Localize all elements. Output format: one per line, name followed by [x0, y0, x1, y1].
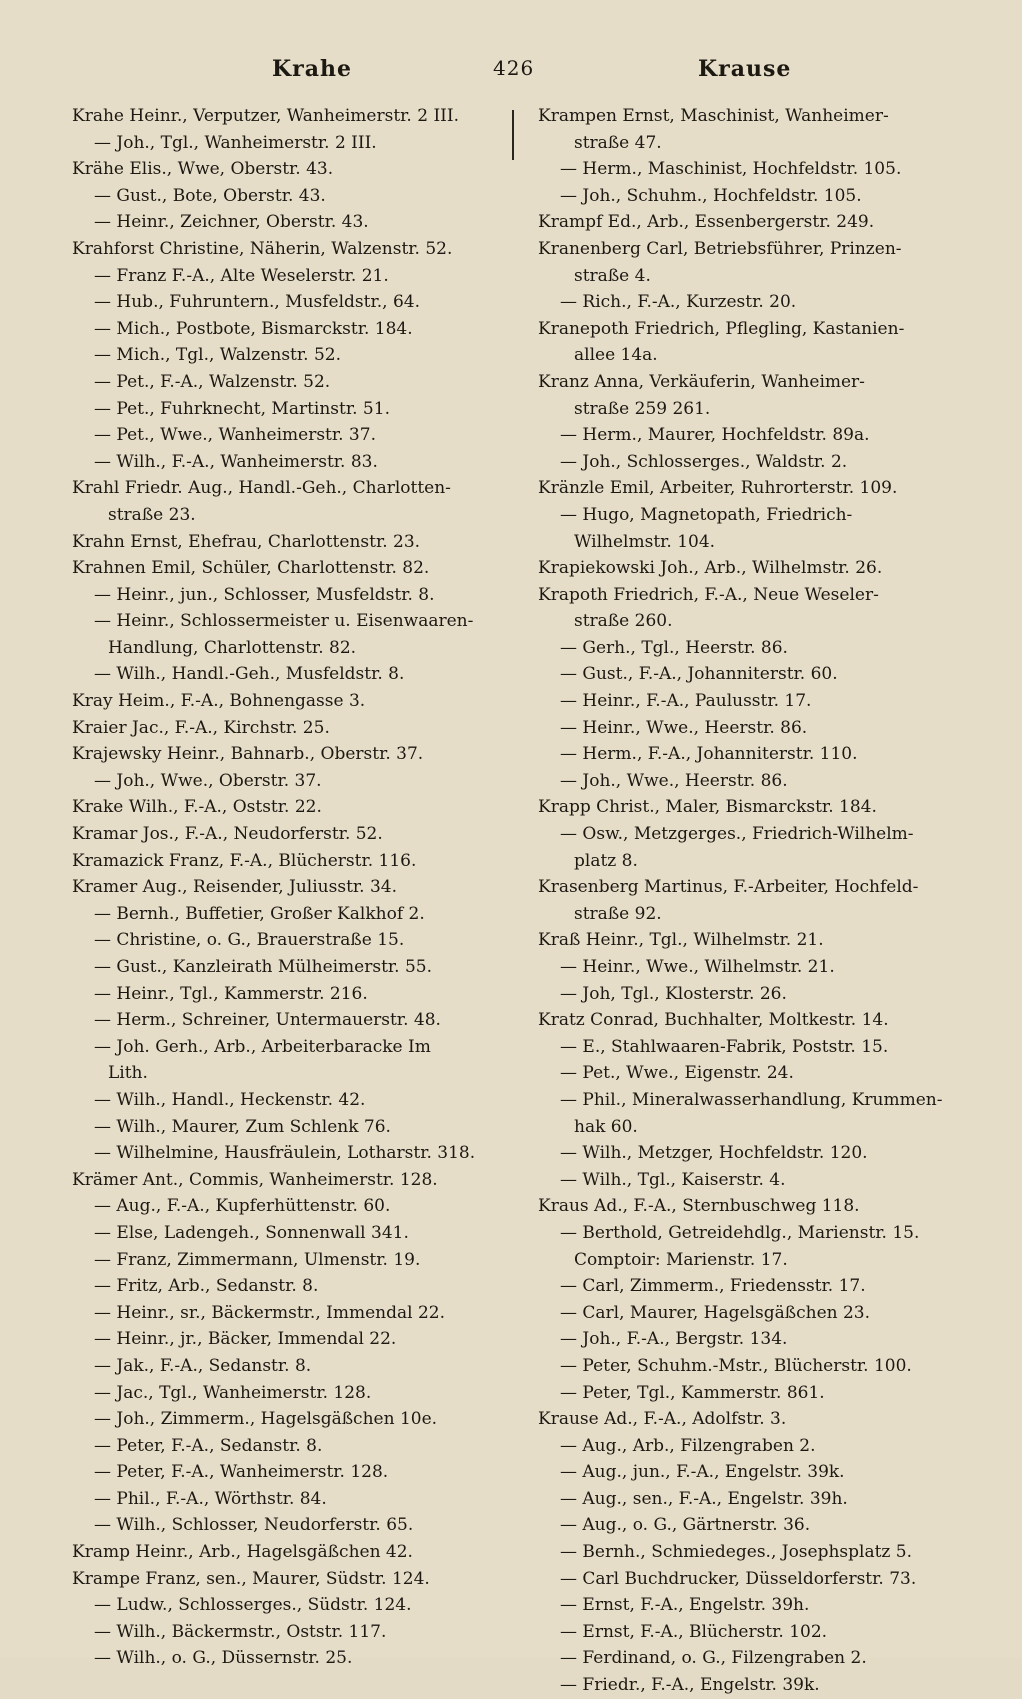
- directory-entry: Krause Ad., F.-A., Adolfstr. 3.: [538, 1409, 787, 1430]
- directory-subentry: — Wilh., Metzger, Hochfeldstr. 120.: [538, 1140, 976, 1167]
- directory-subentry: — Hub., Fuhruntern., Musfeldstr., 64.: [72, 289, 510, 316]
- directory-subentry: — Heinr., Tgl., Kammerstr. 216.: [72, 981, 510, 1008]
- directory-entry: Kranenberg Carl, Betriebsführer, Prinzen-: [538, 238, 902, 259]
- directory-entry: Krake Wilh., F.-A., Oststr. 22.: [72, 797, 322, 818]
- directory-entry-continuation: hak 60.: [574, 1116, 638, 1137]
- directory-entry: Krahl Friedr. Aug., Handl.-Geh., Charlotten-: [72, 478, 451, 499]
- directory-entry: Kratz Conrad, Buchhalter, Moltkestr. 14.: [538, 1010, 889, 1031]
- directory-subentry: — Carl, Maurer, Hagelsgäßchen 23.: [538, 1300, 976, 1327]
- directory-subentry: — Pet., F.-A., Walzenstr. 52.: [72, 369, 510, 396]
- directory-subentry: — Franz, Zimmermann, Ulmenstr. 19.: [72, 1247, 510, 1274]
- directory-subentry: — Carl Buchdrucker, Düsseldorferstr. 73.: [538, 1566, 976, 1593]
- directory-entry: Krajewsky Heinr., Bahnarb., Oberstr. 37.: [72, 744, 424, 765]
- directory-entry: Krapiekowski Joh., Arb., Wilhelmstr. 26.: [538, 558, 883, 579]
- directory-subentry: — Ernst, F.-A., Blücherstr. 102.: [538, 1619, 976, 1646]
- directory-subentry: — Jac., Tgl., Wanheimerstr. 128.: [72, 1380, 510, 1407]
- directory-subentry: — Wilh., Bäckermstr., Oststr. 117.: [72, 1619, 510, 1646]
- directory-subentry: — Gerh., Tgl., Heerstr. 86.: [538, 635, 976, 662]
- directory-entry-continuation: Lith.: [108, 1063, 148, 1084]
- directory-subentry: — Mich., Tgl., Walzenstr. 52.: [72, 342, 510, 369]
- directory-entry: Krampen Ernst, Maschinist, Wanheimer-: [538, 106, 889, 126]
- directory-entry-continuation: straße 23.: [108, 504, 196, 525]
- directory-entry: Krähe Elis., Wwe, Oberstr. 43.: [72, 159, 334, 180]
- directory-subentry: — Rich., F.-A., Kurzestr. 20.: [538, 289, 976, 316]
- directory-subentry: — Joh, Tgl., Klosterstr. 26.: [538, 981, 976, 1008]
- directory-entry: Krahn Ernst, Ehefrau, Charlottenstr. 23.: [72, 531, 421, 552]
- directory-subentry: — Herm., Maschinist, Hochfeldstr. 105.: [538, 156, 976, 183]
- directory-subentry: — Herm., F.-A., Johanniterstr. 110.: [538, 741, 976, 768]
- directory-subentry: — Heinr., Zeichner, Oberstr. 43.: [72, 209, 510, 236]
- directory-entry: Krämer Ant., Commis, Wanheimerstr. 128.: [72, 1169, 438, 1190]
- directory-subentry: — Ferdinand, o. G., Filzengraben 2.: [538, 1645, 976, 1672]
- directory-entry-continuation: Wilhelmstr. 104.: [574, 531, 716, 552]
- directory-entry: Kraß Heinr., Tgl., Wilhelmstr. 21.: [538, 930, 824, 951]
- directory-entry-continuation: straße 259 261.: [574, 398, 711, 419]
- right-column: [538, 103, 976, 1699]
- directory-entry: Kraus Ad., F.-A., Sternbuschweg 118.: [538, 1196, 860, 1217]
- directory-entry: Kramazick Franz, F.-A., Blücherstr. 116.: [72, 850, 417, 871]
- directory-subentry: — Ludw., Schlosserges., Südstr. 124.: [72, 1592, 510, 1619]
- directory-subentry: — Peter, F.-A., Wanheimerstr. 128.: [72, 1459, 510, 1486]
- directory-subentry: — Aug., sen., F.-A., Engelstr. 39h.: [538, 1486, 976, 1513]
- directory-entry: Krampf Ed., Arb., Essenbergerstr. 249.: [538, 212, 875, 233]
- directory-subentry: — E., Stahlwaaren-Fabrik, Poststr. 15.: [538, 1034, 976, 1061]
- directory-subentry: — Heinr., F.-A., Paulusstr. 17.: [538, 688, 976, 715]
- directory-entry: Kramp Heinr., Arb., Hagelsgäßchen 42.: [72, 1542, 413, 1563]
- directory-entry: Kranepoth Friedrich, Pflegling, Kastanien-: [538, 318, 905, 339]
- directory-subentry: — Phil., F.-A., Wörthstr. 84.: [72, 1486, 510, 1513]
- directory-subentry: — Fritz, Arb., Sedanstr. 8.: [72, 1273, 510, 1300]
- directory-entry: Kramar Jos., F.-A., Neudorferstr. 52.: [72, 824, 383, 845]
- directory-subentry: — Joh., F.-A., Bergstr. 134.: [538, 1326, 976, 1353]
- directory-subentry: — Joh. Gerh., Arb., Arbeiterbaracke Im: [72, 1034, 510, 1061]
- directory-entry: Krapoth Friedrich, F.-A., Neue Weseler-: [538, 584, 879, 605]
- directory-entry: Krahe Heinr., Verputzer, Wanheimerstr. 2 III.: [72, 106, 459, 126]
- directory-entry-continuation: platz 8.: [574, 850, 638, 871]
- page-number: 426: [493, 56, 535, 80]
- directory-entry: Krampe Franz, sen., Maurer, Südstr. 124.: [72, 1568, 430, 1589]
- directory-subentry: — Gust., F.-A., Johanniterstr. 60.: [538, 661, 976, 688]
- directory-subentry: — Heinr., Wwe., Wilhelmstr. 21.: [538, 954, 976, 981]
- directory-entry-continuation: straße 4.: [574, 265, 651, 286]
- directory-subentry: — Aug., Arb., Filzengraben 2.: [538, 1433, 976, 1460]
- directory-subentry: — Joh., Tgl., Wanheimerstr. 2 III.: [72, 130, 510, 157]
- directory-subentry: — Wilh., F.-A., Wanheimerstr. 83.: [72, 449, 510, 476]
- directory-subentry: — Mich., Postbote, Bismarckstr. 184.: [72, 316, 510, 343]
- directory-subentry: — Else, Ladengeh., Sonnenwall 341.: [72, 1220, 510, 1247]
- directory-subentry: — Franz F.-A., Alte Weselerstr. 21.: [72, 263, 510, 290]
- directory-entry: Krahnen Emil, Schüler, Charlottenstr. 82.: [72, 558, 430, 579]
- directory-subentry: — Wilh., o. G., Düssernstr. 25.: [72, 1645, 510, 1672]
- directory-subentry: — Wilh., Schlosser, Neudorferstr. 65.: [72, 1512, 510, 1539]
- directory-subentry: — Phil., Mineralwasserhandlung, Krummen-: [538, 1087, 976, 1114]
- directory-subentry: — Carl, Zimmerm., Friedensstr. 17.: [538, 1273, 976, 1300]
- directory-entry-continuation: straße 260.: [574, 611, 673, 632]
- directory-subentry: — Joh., Wwe., Oberstr. 37.: [72, 768, 510, 795]
- directory-entry: Kraier Jac., F.-A., Kirchstr. 25.: [72, 717, 330, 738]
- directory-entry-continuation: straße 47.: [574, 132, 662, 153]
- running-head-left: Krahe: [272, 56, 352, 82]
- directory-subentry: — Pet., Wwe., Wanheimerstr. 37.: [72, 422, 510, 449]
- directory-entry-continuation: Comptoir: Marienstr. 17.: [574, 1249, 788, 1270]
- directory-subentry: — Joh., Zimmerm., Hagelsgäßchen 10e.: [72, 1406, 510, 1433]
- directory-subentry: — Heinr., Wwe., Heerstr. 86.: [538, 715, 976, 742]
- directory-subentry: — Joh., Schuhm., Hochfeldstr. 105.: [538, 183, 976, 210]
- directory-subentry: — Hugo, Magnetopath, Friedrich-: [538, 502, 976, 529]
- left-column: [72, 103, 510, 1672]
- directory-entry: Kray Heim., F.-A., Bohnengasse 3.: [72, 691, 366, 712]
- directory-entry: Krasenberg Martinus, F.-Arbeiter, Hochfeld-: [538, 877, 919, 898]
- directory-subentry: — Herm., Maurer, Hochfeldstr. 89a.: [538, 422, 976, 449]
- column-divider: [512, 110, 514, 160]
- directory-entry: Kranz Anna, Verkäuferin, Wanheimer-: [538, 371, 865, 392]
- directory-subentry: — Pet., Fuhrknecht, Martinstr. 51.: [72, 396, 510, 423]
- directory-entry-continuation: allee 14a.: [574, 345, 658, 366]
- directory-subentry: — Berthold, Getreidehdlg., Marienstr. 15.: [538, 1220, 976, 1247]
- directory-subentry: — Peter, Schuhm.-Mstr., Blücherstr. 100.: [538, 1353, 976, 1380]
- directory-subentry: — Peter, F.-A., Sedanstr. 8.: [72, 1433, 510, 1460]
- directory-subentry: — Pet., Wwe., Eigenstr. 24.: [538, 1060, 976, 1087]
- directory-subentry: — Wilhelmine, Hausfräulein, Lotharstr. 318.: [72, 1140, 510, 1167]
- directory-subentry: — Gust., Bote, Oberstr. 43.: [72, 183, 510, 210]
- directory-subentry: — Ernst, F.-A., Engelstr. 39h.: [538, 1592, 976, 1619]
- directory-subentry: — Herm., Schreiner, Untermauerstr. 48.: [72, 1007, 510, 1034]
- directory-subentry: — Bernh., Schmiedeges., Josephsplatz 5.: [538, 1539, 976, 1566]
- directory-subentry: — Jak., F.-A., Sedanstr. 8.: [72, 1353, 510, 1380]
- directory-subentry: — Aug., o. G., Gärtnerstr. 36.: [538, 1512, 976, 1539]
- directory-subentry: — Christine, o. G., Brauerstraße 15.: [72, 927, 510, 954]
- directory-subentry: — Joh., Wwe., Heerstr. 86.: [538, 768, 976, 795]
- running-head-right: Krause: [698, 56, 792, 82]
- directory-subentry: — Wilh., Handl.-Geh., Musfeldstr. 8.: [72, 661, 510, 688]
- directory-subentry: — Heinr., jr., Bäcker, Immendal 22.: [72, 1326, 510, 1353]
- directory-subentry: — Heinr., jun., Schlosser, Musfeldstr. 8.: [72, 582, 510, 609]
- directory-subentry: — Gust., Kanzleirath Mülheimerstr. 55.: [72, 954, 510, 981]
- directory-subentry: — Heinr., sr., Bäckermstr., Immendal 22.: [72, 1300, 510, 1327]
- directory-subentry: — Bernh., Buffetier, Großer Kalkhof 2.: [72, 901, 510, 928]
- directory-subentry: — Heinr., Schlossermeister u. Eisenwaaren-: [72, 608, 510, 635]
- directory-subentry: — Aug., F.-A., Kupferhüttenstr. 60.: [72, 1193, 510, 1220]
- directory-entry-continuation: straße 92.: [574, 903, 662, 924]
- directory-subentry: — Peter, Tgl., Kammerstr. 861.: [538, 1380, 976, 1407]
- directory-subentry: — Wilh., Tgl., Kaiserstr. 4.: [538, 1167, 976, 1194]
- directory-entry: Krahforst Christine, Näherin, Walzenstr. 52.: [72, 238, 453, 259]
- directory-subentry: — Osw., Metzgerges., Friedrich-Wilhelm-: [538, 821, 976, 848]
- directory-subentry: — Joh., Schlosserges., Waldstr. 2.: [538, 449, 976, 476]
- directory-subentry: — Friedr., F.-A., Engelstr. 39k.: [538, 1672, 976, 1699]
- directory-entry: Krapp Christ., Maler, Bismarckstr. 184.: [538, 797, 877, 818]
- directory-entry: Kramer Aug., Reisender, Juliusstr. 34.: [72, 877, 398, 898]
- directory-entry-continuation: Handlung, Charlottenstr. 82.: [108, 637, 357, 658]
- directory-subentry: — Wilh., Handl., Heckenstr. 42.: [72, 1087, 510, 1114]
- directory-entry: Kränzle Emil, Arbeiter, Ruhrorterstr. 109.: [538, 478, 898, 499]
- directory-subentry: — Aug., jun., F.-A., Engelstr. 39k.: [538, 1459, 976, 1486]
- directory-subentry: — Wilh., Maurer, Zum Schlenk 76.: [72, 1114, 510, 1141]
